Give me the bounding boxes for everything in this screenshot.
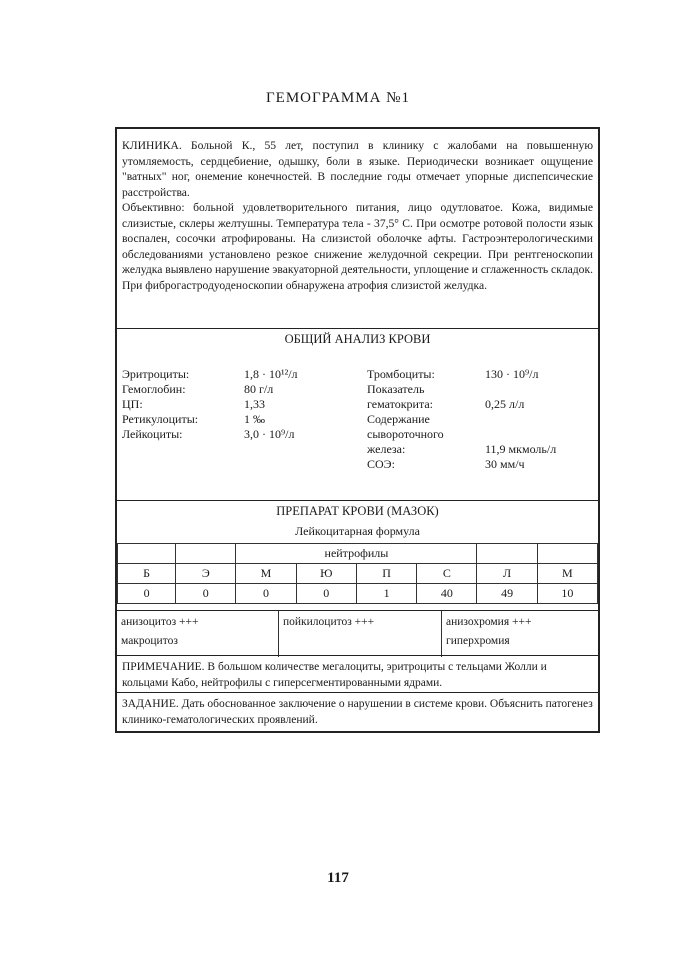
poikilocytosis-cell: [279, 611, 442, 657]
column-header: С: [417, 564, 477, 584]
lab-value: [485, 412, 585, 427]
anisochromia-text: анизохромия +++: [446, 616, 532, 628]
lab-row: [367, 367, 585, 382]
table-cell: 0: [118, 584, 176, 604]
table-cell: 0: [236, 584, 296, 604]
lab-label: Ретикулоциты:: [122, 412, 199, 426]
lab-label: Тромбоциты:: [367, 367, 435, 381]
column-header: М: [537, 564, 597, 584]
neutrophils-header: нейтрофилы: [236, 544, 477, 564]
column-header: Л: [477, 564, 537, 584]
hyperchromia-text: гиперхромия: [446, 635, 510, 647]
hemogram-frame: [115, 127, 600, 733]
table-cell: 49: [477, 584, 537, 604]
table-cell: 0: [296, 584, 356, 604]
lab-label: железа:: [367, 442, 406, 456]
lab-label: Гемоглобин:: [122, 382, 186, 396]
morphology-row: [117, 611, 598, 657]
lab-row: [367, 382, 585, 397]
leukocyte-formula-heading: Лейкоцитарная формула: [295, 524, 420, 538]
lab-label: гематокрита:: [367, 397, 434, 411]
lab-value: 11,9 мкмоль/л: [485, 442, 557, 456]
column-header: Э: [176, 564, 236, 584]
lab-value: 1,8 · 10¹²/л: [244, 367, 298, 381]
blood-test-left: [122, 367, 354, 442]
table-row: [118, 564, 598, 584]
table-cell-blank: [477, 544, 537, 564]
lab-row: [367, 412, 585, 427]
lab-value: 30 мм/ч: [485, 457, 525, 471]
page-title: ГЕМОГРАММА №1: [265, 90, 410, 106]
lab-label: Показатель: [367, 382, 425, 396]
lab-row: [367, 427, 585, 442]
lab-value: 1,33: [244, 397, 265, 411]
table-row: [118, 584, 598, 604]
table-row: [118, 544, 598, 564]
table-cell: 40: [417, 584, 477, 604]
smear-heading: ПРЕПАРАТ КРОВИ (МАЗОК): [276, 504, 439, 518]
lab-value: 1 ‰: [244, 412, 265, 426]
task-section: ЗАДАНИЕ. Дать обоснованное заключение о нарушении в системе крови. Объяснить патогенез клинико-гематологических проявлений.: [122, 698, 593, 726]
lab-value: 130 · 10⁹/л: [485, 367, 539, 381]
table-cell: 1: [356, 584, 416, 604]
poikilocytosis-text: пойкилоцитоз +++: [283, 616, 375, 628]
lab-value: 0,25 л/л: [485, 397, 525, 411]
lab-row: [122, 397, 354, 412]
table-cell-blank: [118, 544, 176, 564]
divider: [117, 500, 598, 501]
lab-row: [367, 457, 585, 472]
anisochromia-cell: [442, 611, 598, 657]
lab-row: [367, 442, 585, 457]
table-cell-blank: [537, 544, 597, 564]
table-cell: 0: [176, 584, 236, 604]
lab-value: 80 г/л: [244, 382, 274, 396]
clinic-section: [117, 132, 598, 293]
lab-label: СОЭ:: [367, 457, 395, 471]
lab-value: 3,0 · 10⁹/л: [244, 427, 295, 441]
lab-value: [485, 382, 585, 397]
note-section: ПРИМЕЧАНИЕ. В большом количестве мегалоциты, эритроциты с тельцами Жолли и кольцами Кабо, нейтрофилы с гиперсегментированными ядрами.: [122, 661, 547, 689]
blood-test-right: [367, 367, 585, 472]
leukocyte-formula-table: [117, 543, 598, 604]
lab-row: [367, 397, 585, 412]
divider: [117, 328, 598, 329]
macrocytosis-text: макроцитоз: [121, 635, 178, 647]
column-header: П: [356, 564, 416, 584]
blood-test-heading: ОБЩИЙ АНАЛИЗ КРОВИ: [284, 332, 431, 346]
lab-row: [122, 382, 354, 397]
page-number: 117: [327, 870, 349, 886]
clinic-paragraph-1: КЛИНИКА. Больной К., 55 лет, поступил в клинику с жалобами на повышенную утомляемость, сердцебиение, одышку, боли в языке. Периодически возникает ощущение "ватных" ног, онемение конечностей. В последние годы отмечает упорные диспепсические расстройства.: [122, 139, 593, 199]
table-cell-blank: [176, 544, 236, 564]
lab-label: Лейкоциты:: [122, 427, 183, 441]
lab-label: Содержание: [367, 412, 430, 426]
clinic-paragraph-2: Объективно: больной удовлетворительного питания, лицо одутловатое. Кожа, видимые слизистые, склеры желтушны. Температура тела - 37,5° С. При осмотре ротовой полости язык воспален, сосочки атрофированы. На слизистой оболочке афты. Гастроэнтерологическими обследованиями установлено резкое снижение желудочной секреции. При рентгеноскопии желудка выявлено нарушение эвакуаторной деятельности, уплощение и сглаженность складок. При фиброгастродуоденоскопии обнаружена атрофия слизистой желудка.: [122, 201, 593, 292]
lab-row: [122, 412, 354, 427]
aniso-macro-cell: [117, 611, 279, 657]
lab-row: [122, 427, 354, 442]
lab-value: [485, 427, 585, 442]
divider: [117, 655, 598, 656]
column-header: Ю: [296, 564, 356, 584]
lab-label: ЦП:: [122, 397, 143, 411]
table-cell: 10: [537, 584, 597, 604]
divider: [117, 692, 598, 693]
lab-row: [122, 367, 354, 382]
column-header: Б: [118, 564, 176, 584]
anisocytosis-text: анизоцитоз +++: [121, 616, 199, 628]
lab-label: Эритроциты:: [122, 367, 190, 381]
column-header: М: [236, 564, 296, 584]
lab-label: сывороточного: [367, 427, 444, 441]
